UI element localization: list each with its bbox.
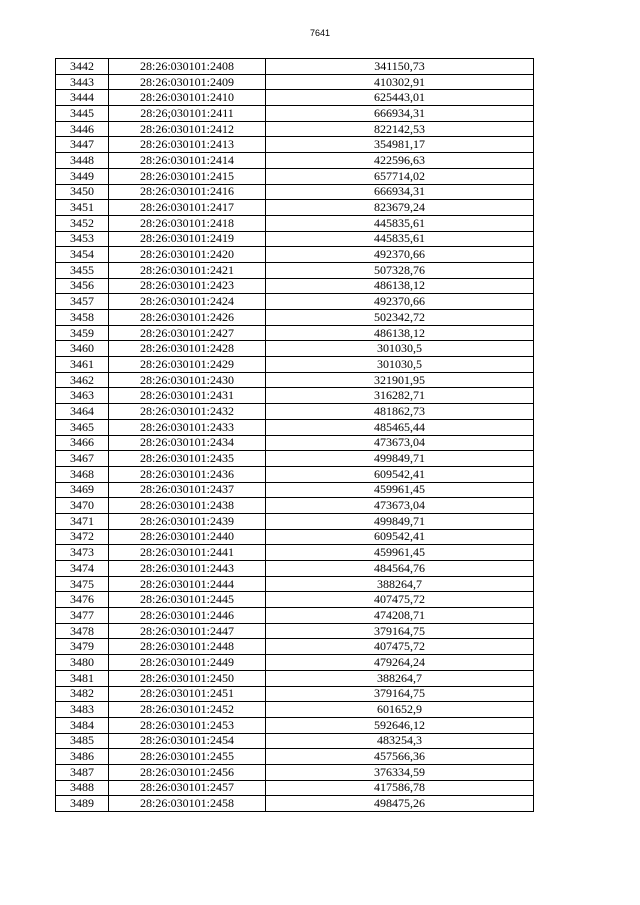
table-row xyxy=(56,482,534,498)
value-cell: 822142,53 xyxy=(266,121,534,137)
value-cell: 481862,73 xyxy=(266,404,534,420)
row-number-cell: 3465 xyxy=(56,419,109,435)
table-row xyxy=(56,404,534,420)
table-row xyxy=(56,200,534,216)
value-cell: 354981,17 xyxy=(266,137,534,153)
row-number-cell: 3450 xyxy=(56,184,109,200)
cadastral-number-cell: 28:26:030101:2432 xyxy=(109,404,266,420)
value-cell: 499849,71 xyxy=(266,513,534,529)
value-cell: 609542,41 xyxy=(266,529,534,545)
table-row xyxy=(56,608,534,624)
page-number: 7641 xyxy=(309,28,331,38)
row-number-cell: 3457 xyxy=(56,294,109,310)
cadastral-number-cell: 28:26:030101:2440 xyxy=(109,529,266,545)
table-row xyxy=(56,372,534,388)
table-row xyxy=(56,529,534,545)
cadastral-number-cell: 28:26:030101:2445 xyxy=(109,592,266,608)
cadastral-number-cell: 28:26:030101:2457 xyxy=(109,780,266,796)
row-number-cell: 3452 xyxy=(56,215,109,231)
row-number-cell: 3451 xyxy=(56,200,109,216)
table-row xyxy=(56,545,534,561)
row-number-cell: 3445 xyxy=(56,106,109,122)
row-number-cell: 3478 xyxy=(56,623,109,639)
value-cell: 666934,31 xyxy=(266,184,534,200)
value-cell: 301030,5 xyxy=(266,341,534,357)
value-cell: 445835,61 xyxy=(266,215,534,231)
value-cell: 486138,12 xyxy=(266,278,534,294)
cadastral-number-cell: 28:26:030101:2430 xyxy=(109,372,266,388)
table-row xyxy=(56,561,534,577)
value-cell: 422596,63 xyxy=(266,153,534,169)
row-number-cell: 3464 xyxy=(56,404,109,420)
cadastral-number-cell: 28:26:030101:2450 xyxy=(109,670,266,686)
row-number-cell: 3479 xyxy=(56,639,109,655)
cadastral-number-cell: 28:26:030101:2455 xyxy=(109,749,266,765)
row-number-cell: 3486 xyxy=(56,749,109,765)
row-number-cell: 3458 xyxy=(56,310,109,326)
row-number-cell: 3459 xyxy=(56,325,109,341)
table-row xyxy=(56,592,534,608)
value-cell: 492370,66 xyxy=(266,247,534,263)
table-row xyxy=(56,623,534,639)
table-row xyxy=(56,341,534,357)
cadastral-number-cell: 28:26:030101:2458 xyxy=(109,796,266,812)
table-row xyxy=(56,419,534,435)
cadastral-number-cell: 28:26:030101:2426 xyxy=(109,310,266,326)
cadastral-number-cell: 28:26:030101:2412 xyxy=(109,121,266,137)
table-row xyxy=(56,153,534,169)
table-row xyxy=(56,733,534,749)
value-cell: 485465,44 xyxy=(266,419,534,435)
cadastral-number-cell: 28:26:030101:2446 xyxy=(109,608,266,624)
cadastral-number-cell: 28:26:030101:2427 xyxy=(109,325,266,341)
table-row xyxy=(56,702,534,718)
row-number-cell: 3477 xyxy=(56,608,109,624)
row-number-cell: 3482 xyxy=(56,686,109,702)
value-cell: 379164,75 xyxy=(266,686,534,702)
value-cell: 388264,7 xyxy=(266,670,534,686)
cadastral-number-cell: 28:26:030101:2429 xyxy=(109,357,266,373)
row-number-cell: 3485 xyxy=(56,733,109,749)
row-number-cell: 3469 xyxy=(56,482,109,498)
cadastral-number-cell: 28:26:030101:2449 xyxy=(109,655,266,671)
value-cell: 473673,04 xyxy=(266,435,534,451)
cadastral-number-cell: 28:26:030101:2437 xyxy=(109,482,266,498)
value-cell: 388264,7 xyxy=(266,576,534,592)
table-row xyxy=(56,717,534,733)
table-row xyxy=(56,498,534,514)
cadastral-number-cell: 28:26:030101:2410 xyxy=(109,90,266,106)
table-row xyxy=(56,639,534,655)
cadastral-number-cell: 28:26:030101:2448 xyxy=(109,639,266,655)
value-cell: 609542,41 xyxy=(266,466,534,482)
cadastral-number-cell: 28:26:030101:2435 xyxy=(109,451,266,467)
cadastral-number-cell: 28:26:030101:2434 xyxy=(109,435,266,451)
value-cell: 484564,76 xyxy=(266,561,534,577)
row-number-cell: 3487 xyxy=(56,764,109,780)
value-cell: 417586,78 xyxy=(266,780,534,796)
value-cell: 316282,71 xyxy=(266,388,534,404)
value-cell: 479264,24 xyxy=(266,655,534,671)
cadastral-number-cell: 28:26:030101:2423 xyxy=(109,278,266,294)
table-row xyxy=(56,74,534,90)
value-cell: 473673,04 xyxy=(266,498,534,514)
cadastral-number-cell: 28:26:030101:2441 xyxy=(109,545,266,561)
table-row xyxy=(56,796,534,812)
row-number-cell: 3444 xyxy=(56,90,109,106)
row-number-cell: 3488 xyxy=(56,780,109,796)
cadastral-number-cell: 28:26:030101:2421 xyxy=(109,262,266,278)
cadastral-number-cell: 28:26:030101:2447 xyxy=(109,623,266,639)
table-row xyxy=(56,466,534,482)
table-row xyxy=(56,435,534,451)
row-number-cell: 3447 xyxy=(56,137,109,153)
table-row xyxy=(56,121,534,137)
cadastral-number-cell: 28:26:030101:2413 xyxy=(109,137,266,153)
value-cell: 498475,26 xyxy=(266,796,534,812)
cadastral-number-cell: 28:26:030101:2409 xyxy=(109,74,266,90)
table-row xyxy=(56,294,534,310)
row-number-cell: 3475 xyxy=(56,576,109,592)
row-number-cell: 3456 xyxy=(56,278,109,294)
row-number-cell: 3480 xyxy=(56,655,109,671)
value-cell: 499849,71 xyxy=(266,451,534,467)
table-row xyxy=(56,780,534,796)
row-number-cell: 3476 xyxy=(56,592,109,608)
cadastral-number-cell: 28:26:030101:2438 xyxy=(109,498,266,514)
table-row xyxy=(56,451,534,467)
table-row xyxy=(56,90,534,106)
row-number-cell: 3449 xyxy=(56,168,109,184)
table-row xyxy=(56,764,534,780)
table-row xyxy=(56,670,534,686)
row-number-cell: 3474 xyxy=(56,561,109,577)
cadastral-number-cell: 28:26:030101:2451 xyxy=(109,686,266,702)
row-number-cell: 3461 xyxy=(56,357,109,373)
value-cell: 459961,45 xyxy=(266,545,534,561)
value-cell: 486138,12 xyxy=(266,325,534,341)
table-row xyxy=(56,513,534,529)
cadastral-number-cell: 28:26:030101:2453 xyxy=(109,717,266,733)
cadastral-number-cell: 28:26:030101:2433 xyxy=(109,419,266,435)
row-number-cell: 3489 xyxy=(56,796,109,812)
table-row xyxy=(56,106,534,122)
row-number-cell: 3448 xyxy=(56,153,109,169)
table-row xyxy=(56,686,534,702)
cadastral-number-cell: 28:26:030101:2444 xyxy=(109,576,266,592)
table-row xyxy=(56,215,534,231)
table-row xyxy=(56,576,534,592)
value-cell: 507328,76 xyxy=(266,262,534,278)
value-cell: 341150,73 xyxy=(266,59,534,75)
table-row xyxy=(56,388,534,404)
value-cell: 625443,01 xyxy=(266,90,534,106)
value-cell: 657714,02 xyxy=(266,168,534,184)
cadastral-number-cell: 28:26:030101:2408 xyxy=(109,59,266,75)
value-cell: 407475,72 xyxy=(266,592,534,608)
table-row xyxy=(56,231,534,247)
value-cell: 321901,95 xyxy=(266,372,534,388)
cadastral-number-cell: 28:26:030101:2456 xyxy=(109,764,266,780)
table-row xyxy=(56,59,534,75)
value-cell: 445835,61 xyxy=(266,231,534,247)
cadastral-number-cell: 28:26:030101:2439 xyxy=(109,513,266,529)
value-cell: 379164,75 xyxy=(266,623,534,639)
cadastral-number-cell: 28:26:030101:2454 xyxy=(109,733,266,749)
value-cell: 823679,24 xyxy=(266,200,534,216)
row-number-cell: 3460 xyxy=(56,341,109,357)
table-row xyxy=(56,168,534,184)
table-row xyxy=(56,325,534,341)
row-number-cell: 3481 xyxy=(56,670,109,686)
cadastral-number-cell: 28:26:030101:2431 xyxy=(109,388,266,404)
cadastral-number-cell: 28:26:030101:2443 xyxy=(109,561,266,577)
row-number-cell: 3453 xyxy=(56,231,109,247)
value-cell: 492370,66 xyxy=(266,294,534,310)
row-number-cell: 3468 xyxy=(56,466,109,482)
cadastral-number-cell: 28:26;030101:2411 xyxy=(109,106,266,122)
row-number-cell: 3472 xyxy=(56,529,109,545)
cadastral-number-cell: 28:26:030101:2414 xyxy=(109,153,266,169)
table-row xyxy=(56,278,534,294)
value-cell: 666934,31 xyxy=(266,106,534,122)
cadastral-number-cell: 28:26:030101:2415 xyxy=(109,168,266,184)
table-row xyxy=(56,184,534,200)
row-number-cell: 3462 xyxy=(56,372,109,388)
row-number-cell: 3443 xyxy=(56,74,109,90)
value-cell: 376334,59 xyxy=(266,764,534,780)
row-number-cell: 3471 xyxy=(56,513,109,529)
cadastral-number-cell: 28:26:030101:2419 xyxy=(109,231,266,247)
cadastral-number-cell: 28:26:030101:2428 xyxy=(109,341,266,357)
cadastral-number-cell: 28:26:030101:2424 xyxy=(109,294,266,310)
table-row xyxy=(56,310,534,326)
row-number-cell: 3463 xyxy=(56,388,109,404)
cadastral-number-cell: 28:26:030101:2452 xyxy=(109,702,266,718)
value-cell: 474208,71 xyxy=(266,608,534,624)
value-cell: 483254,3 xyxy=(266,733,534,749)
table-row xyxy=(56,655,534,671)
value-cell: 407475,72 xyxy=(266,639,534,655)
value-cell: 301030,5 xyxy=(266,357,534,373)
value-cell: 502342,72 xyxy=(266,310,534,326)
cadastral-number-cell: 28:26:030101:2436 xyxy=(109,466,266,482)
value-cell: 601652,9 xyxy=(266,702,534,718)
table-row xyxy=(56,247,534,263)
value-cell: 410302,91 xyxy=(266,74,534,90)
table-row xyxy=(56,262,534,278)
row-number-cell: 3446 xyxy=(56,121,109,137)
row-number-cell: 3455 xyxy=(56,262,109,278)
cadastral-number-cell: 28:26:030101:2418 xyxy=(109,215,266,231)
value-cell: 592646,12 xyxy=(266,717,534,733)
row-number-cell: 3466 xyxy=(56,435,109,451)
cadastral-number-cell: 28:26:030101:2420 xyxy=(109,247,266,263)
table-body xyxy=(56,59,534,812)
row-number-cell: 3470 xyxy=(56,498,109,514)
value-cell: 457566,36 xyxy=(266,749,534,765)
table-row xyxy=(56,749,534,765)
row-number-cell: 3473 xyxy=(56,545,109,561)
value-cell: 459961,45 xyxy=(266,482,534,498)
data-table xyxy=(55,58,534,812)
cadastral-number-cell: 28:26:030101:2417 xyxy=(109,200,266,216)
row-number-cell: 3483 xyxy=(56,702,109,718)
table-row xyxy=(56,357,534,373)
row-number-cell: 3442 xyxy=(56,59,109,75)
cadastral-number-cell: 28:26:030101:2416 xyxy=(109,184,266,200)
row-number-cell: 3484 xyxy=(56,717,109,733)
row-number-cell: 3467 xyxy=(56,451,109,467)
row-number-cell: 3454 xyxy=(56,247,109,263)
table-row xyxy=(56,137,534,153)
